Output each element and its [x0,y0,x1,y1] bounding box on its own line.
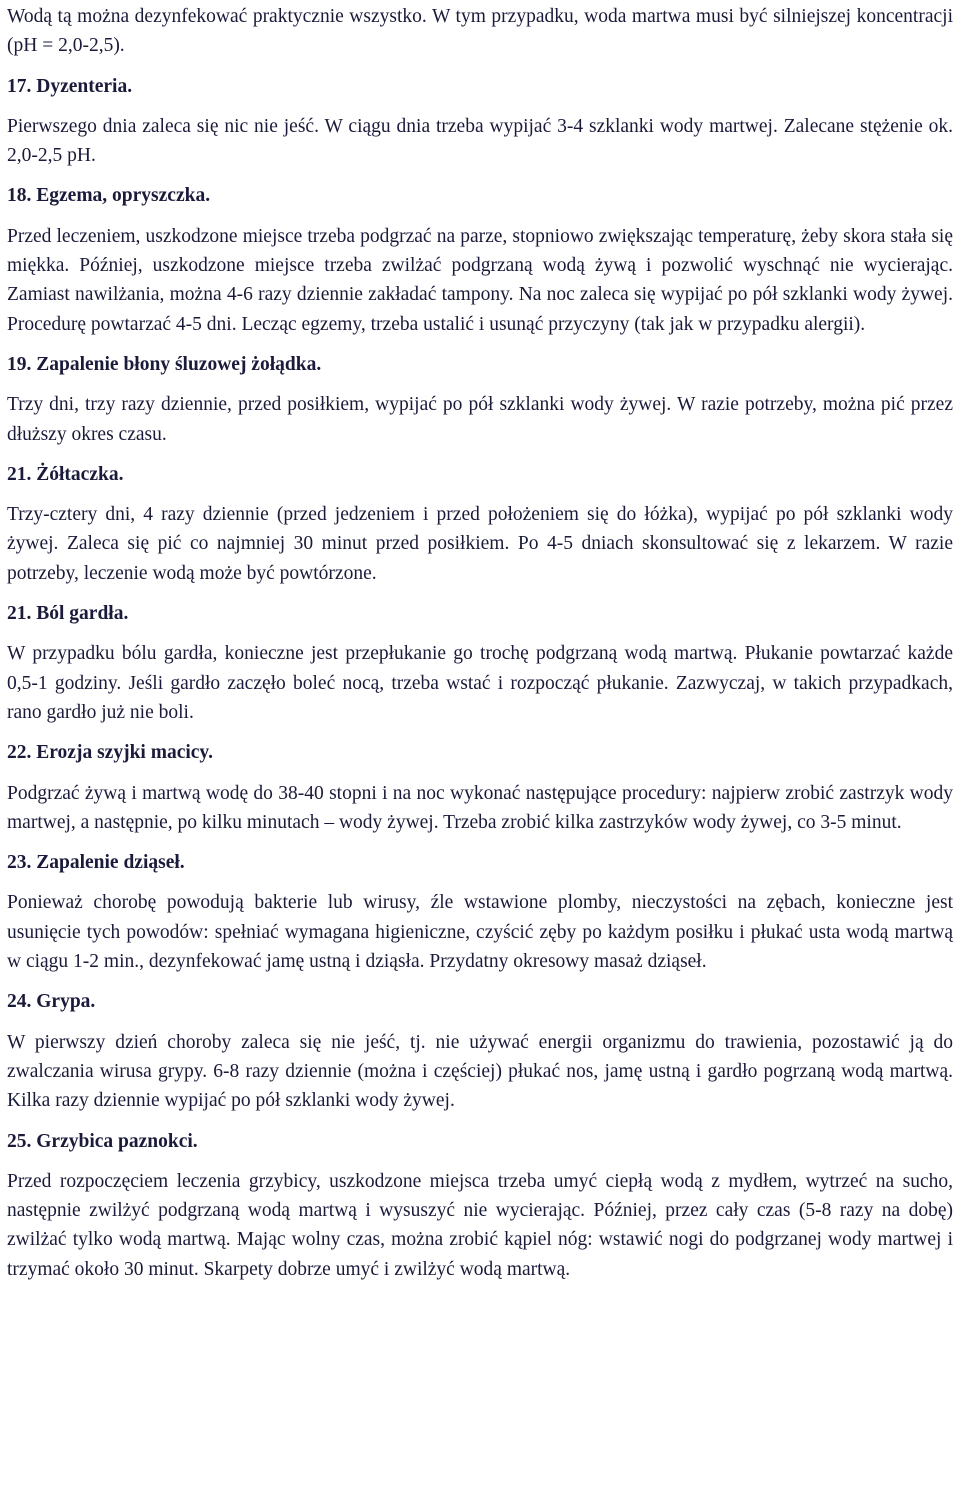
section-body: W pierwszy dzień choroby zaleca się nie jeść, tj. nie używać energii organizmu do trawienia, pozostawić ją do zwalczania wirusa grypy. 6-8 razy dziennie (można i częściej) płukać nos, jamę ustną i gardło pogrzaną wodą martwą. Kilka razy dziennie wypijać po pół szklanki wody żywej. [7,1031,953,1112]
section-heading: 23. Zapalenie dziąseł. [7,852,185,874]
section-sore-throat [7,599,953,727]
section-heading: 21. Ból gardła. [7,603,129,625]
section-flu [7,987,953,1115]
section-body: Trzy dni, trzy razy dziennie, przed posiłkiem, wypijać po pół szklanki wody żywej. W razie potrzeby, można pić przez dłuższy okres czasu. [7,394,953,445]
section-body: Przed leczeniem, uszkodzone miejsce trzeba podgrzać na parze, stopniowo zwiększając temperaturę, żeby skora stała się miękka. Później, uszkodzone miejsce trzeba zwilżać podgrzaną wodą żywą i pozwolić wyschnąć nie wycierając. Zamiast nawilżania, można 4-6 razy dziennie zakładać tampony. Na noc zaleca się wypijać po pół szklanki wody żywej. Procedurę powtarzać 4-5 dni. Lecząc egzemy, trzeba ustalić i usunąć przyczyny (tak jak w przypadku alergii). [7,225,953,335]
section-dysentery [7,72,953,171]
section-heading: 17. Dyzenteria. [7,75,133,97]
section-body: Pierwszego dnia zaleca się nic nie jeść. W ciągu dnia trzeba wypijać 3-4 szklanki wody martwej. Zalecane stężenie ok. 2,0-2,5 pH. [7,115,953,167]
section-body: Ponieważ chorobę powodują bakterie lub wirusy, źle wstawione plomby, nieczystości na zębach, konieczne jest usunięcie tych powodów: spełniać wymagana higieniczne, czyścić zęby po każdym posiłku i płukać usta wodą martwą w ciągu 1-2 min., dezynfekować jamę ustną i dziąsła. Przydatny okresowy masaż dziąseł. [7,892,953,973]
section-jaundice [7,460,953,588]
section-body: Trzy-cztery dni, 4 razy dziennie (przed jedzeniem i przed położeniem się do łóżka), wypijać po pół szklanki wody żywej. Zaleca się pić co najmniej 30 minut przed posiłkiem. Po 4-5 dniach skonsultować się z lekarzem. W razie potrzeby, leczenie wodą może być powtórzone. [7,504,953,584]
section-heading: 18. Egzema, opryszczka. [7,185,211,207]
section-heading: 25. Grzybica paznokci. [7,1130,198,1152]
intro-paragraph: Wodą tą można dezynfekować praktycznie wszystko. W tym przypadku, woda martwa musi być silniejszej koncentracji (pH = 2,0-2,5). [7,6,953,57]
section-body: W przypadku bólu gardła, konieczne jest przepłukanie go trochę podgrzaną wodą martwą. Płukanie powtarzać każde 0,5-1 godziny. Jeśli gardło zaczęło boleć nocą, trzeba wstać i rozpocząć płukanie. Zazwyczaj, w takich przypadkach, rano gardło już nie boli. [7,643,953,723]
section-nail-fungus [7,1127,953,1284]
section-heading: 21. Żółtaczka. [7,463,124,485]
section-gastritis [7,350,953,449]
section-body: Przed rozpoczęciem leczenia grzybicy, uszkodzone miejsca trzeba umyć ciepłą wodą z mydłem, wytrzeć na sucho, następnie zwilżyć podgrzaną wodą martwą i wysuszyć nie wycierając. Później, przez cały czas (5-8 razy na dobę) zwilżać tylko wodą martwą. Mając wolny czas, można zrobić kąpiel nóg: wstawić nogi do podgrzanej wody martwej i trzymać około 30 minut. Skarpety dobrze umyć i zwilżyć wodą martwą. [7,1170,953,1280]
section-cervical-erosion [7,738,953,837]
section-gingivitis [7,848,953,976]
document-page [7,2,953,1295]
section-heading: 19. Zapalenie błony śluzowej żołądka. [7,353,322,375]
section-heading: 24. Grypa. [7,991,96,1013]
section-eczema-herpes [7,181,953,338]
section-heading: 22. Erozja szyjki macicy. [7,742,213,764]
section-body: Podgrzać żywą i martwą wodę do 38-40 stopni i na noc wykonać następujące procedury: najpierw zrobić zastrzyk wody martwej, a następnie, po kilku minutach – wody żywej. Trzeba zrobić kilka zastrzyków wody żywej, co 3-5 minut. [7,782,953,833]
